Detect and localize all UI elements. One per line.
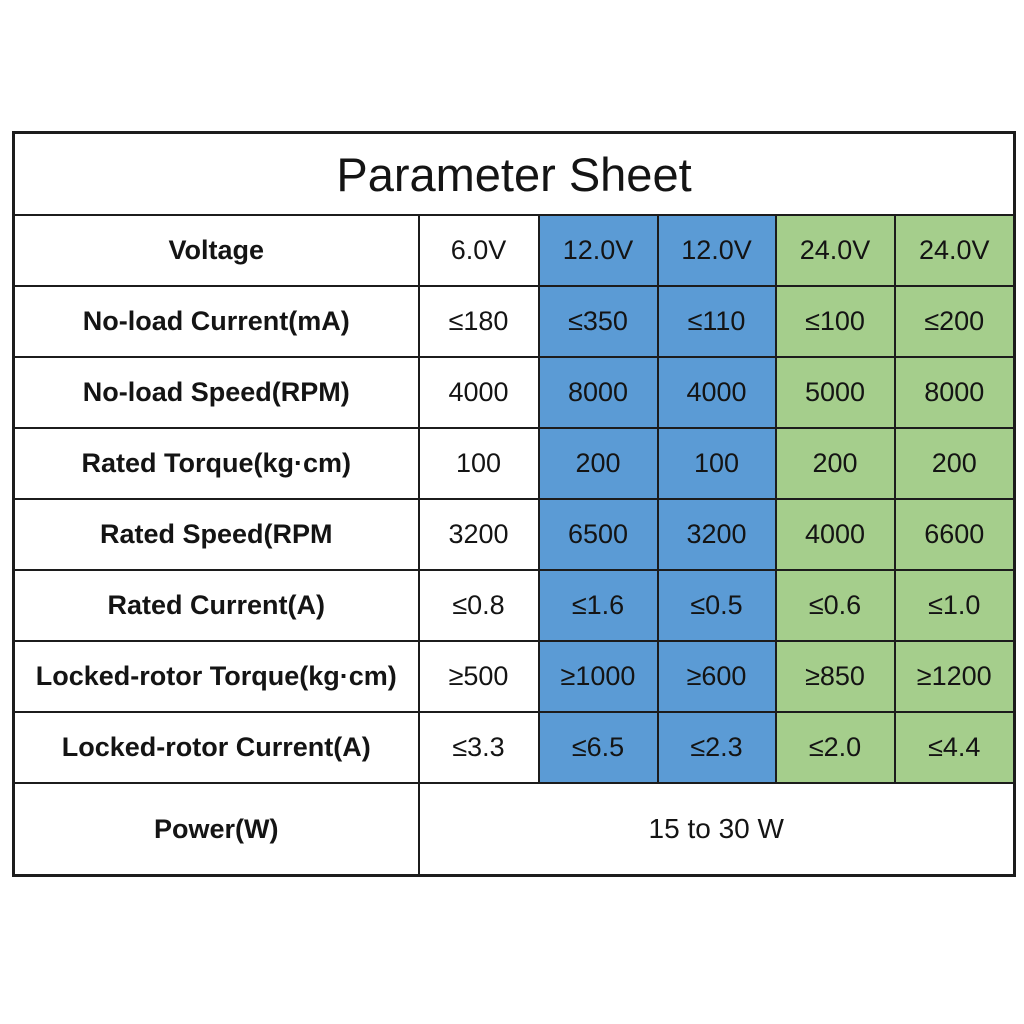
value-cell: 5000: [776, 357, 895, 428]
value-cell: ≤200: [895, 286, 1015, 357]
table-row: [14, 570, 1015, 641]
value-cell: 200: [539, 428, 658, 499]
row-label: Locked-rotor Torque(kg·cm): [14, 641, 419, 712]
row-label: No-load Speed(RPM): [14, 357, 419, 428]
value-cell: 6500: [539, 499, 658, 570]
value-cell: ≥500: [419, 641, 539, 712]
parameter-table-body: [14, 215, 1015, 783]
row-label: Rated Speed(RPM: [14, 499, 419, 570]
table-row: [14, 428, 1015, 499]
value-cell: 24.0V: [895, 215, 1015, 286]
table-row: [14, 357, 1015, 428]
value-cell: ≤110: [658, 286, 776, 357]
value-cell: 3200: [658, 499, 776, 570]
value-cell: ≤180: [419, 286, 539, 357]
row-label: Rated Current(A): [14, 570, 419, 641]
row-label: Voltage: [14, 215, 419, 286]
value-cell: 6.0V: [419, 215, 539, 286]
value-cell: 4000: [419, 357, 539, 428]
value-cell: 6600: [895, 499, 1015, 570]
value-cell: ≥850: [776, 641, 895, 712]
value-cell: ≤0.8: [419, 570, 539, 641]
value-cell: 200: [895, 428, 1015, 499]
table-row-power: [14, 783, 1015, 876]
value-cell: 100: [658, 428, 776, 499]
table-row: [14, 712, 1015, 783]
table-row: [14, 286, 1015, 357]
value-cell: ≤4.4: [895, 712, 1015, 783]
row-label: Locked-rotor Current(A): [14, 712, 419, 783]
value-cell: 8000: [539, 357, 658, 428]
value-cell: ≥600: [658, 641, 776, 712]
value-cell: ≤0.6: [776, 570, 895, 641]
value-cell: ≤2.3: [658, 712, 776, 783]
table-row: [14, 215, 1015, 286]
value-cell: 3200: [419, 499, 539, 570]
value-cell: 12.0V: [658, 215, 776, 286]
value-cell: ≤1.6: [539, 570, 658, 641]
value-cell: ≤6.5: [539, 712, 658, 783]
value-cell: 4000: [776, 499, 895, 570]
value-cell: ≥1200: [895, 641, 1015, 712]
title-row: [14, 133, 1015, 216]
table-row: [14, 499, 1015, 570]
value-cell: ≤100: [776, 286, 895, 357]
value-cell: 200: [776, 428, 895, 499]
value-cell: 24.0V: [776, 215, 895, 286]
value-cell: ≥1000: [539, 641, 658, 712]
row-label: No-load Current(mA): [14, 286, 419, 357]
value-cell: ≤1.0: [895, 570, 1015, 641]
value-cell: ≤350: [539, 286, 658, 357]
row-label-power: Power(W): [14, 783, 419, 876]
value-cell: 100: [419, 428, 539, 499]
value-cell: 8000: [895, 357, 1015, 428]
value-cell: ≤2.0: [776, 712, 895, 783]
parameter-table: [12, 131, 1016, 877]
row-label: Rated Torque(kg·cm): [14, 428, 419, 499]
power-value-cell: 15 to 30 W: [419, 783, 1015, 876]
value-cell: 4000: [658, 357, 776, 428]
value-cell: 12.0V: [539, 215, 658, 286]
table-row: [14, 641, 1015, 712]
value-cell: ≤0.5: [658, 570, 776, 641]
page-title: Parameter Sheet: [14, 133, 1015, 216]
value-cell: ≤3.3: [419, 712, 539, 783]
table-footer: [14, 783, 1015, 876]
table-header: [14, 133, 1015, 216]
